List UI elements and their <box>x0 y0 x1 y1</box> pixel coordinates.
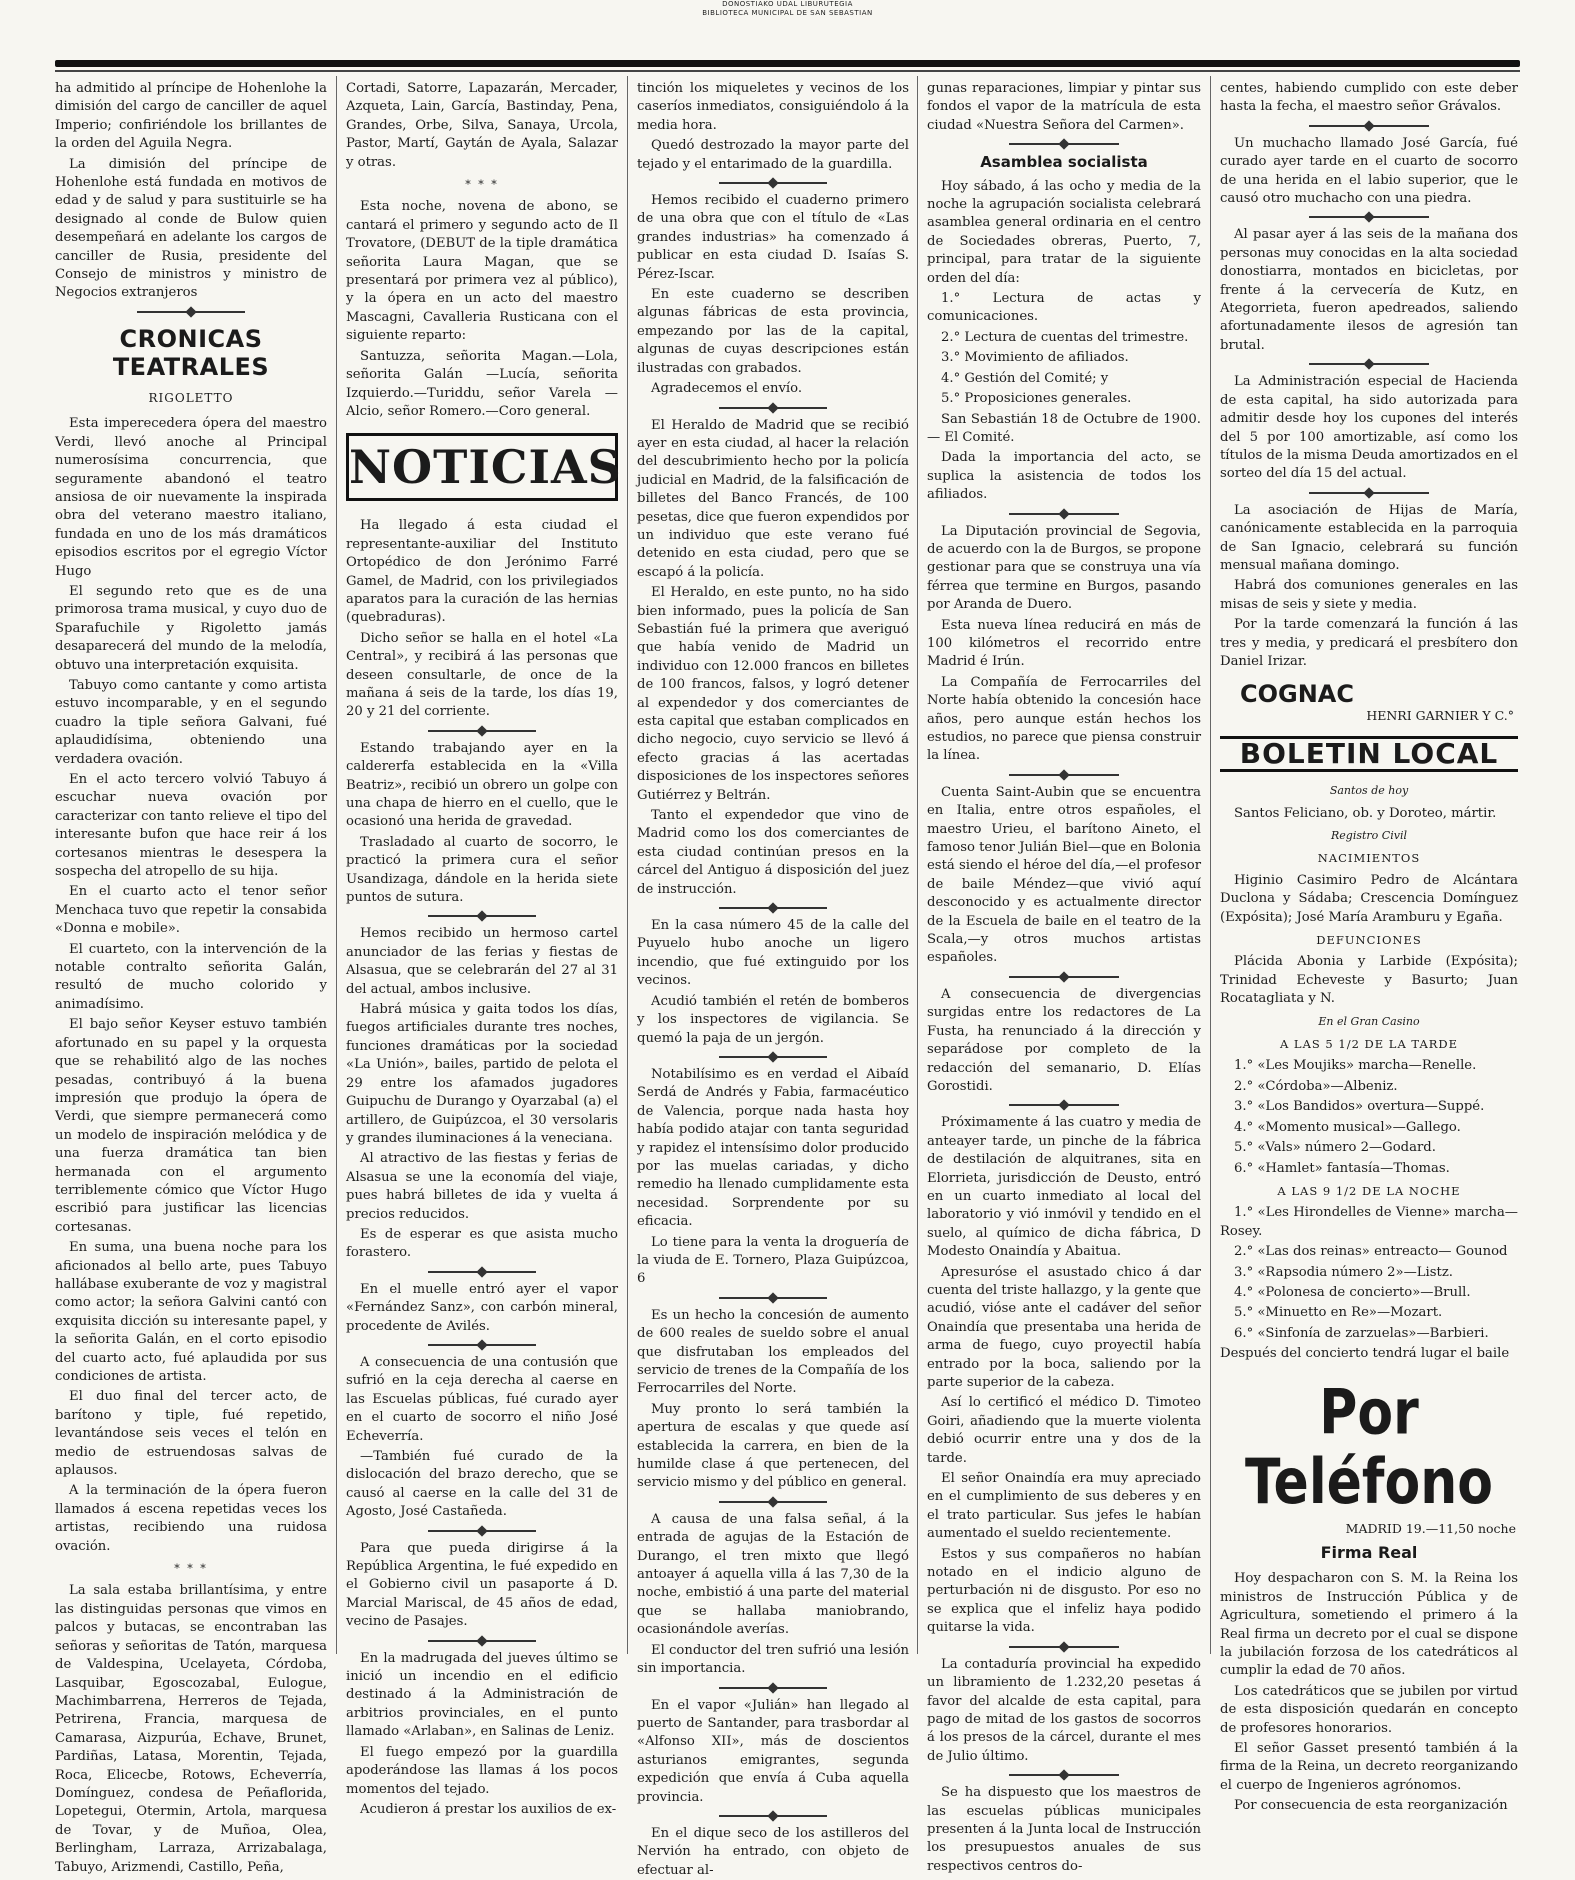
separator <box>428 1530 537 1532</box>
news-paragraph: Se ha dispuesto que los maestros de las escuelas públicas municipales presenten á la Junta local de Instrucción los presupuestos anuales de sus respectivos centros do- <box>927 1785 1201 1874</box>
news-paragraph: Dada la importancia del acto, se suplica la asistencia de todos los afiliados. <box>927 450 1201 503</box>
news-paragraph: Hemos recibido un hermoso cartel anunciador de las ferias y fiestas de Alsasua, que se celebrarán del 27 al 31 del actual, ambos inclusive. <box>346 926 618 997</box>
news-paragraph: Tanto el expendedor que vino de Madrid como los dos comerciantes de esta ciudad continúan presos en la cárcel del Antiguo á disposición del juez de instrucción. <box>637 808 909 897</box>
news-paragraph: Estos y sus compañeros no habían notado en el indicio alguno de perturbación ni de disgusto. Por eso no se explica que el infeliz haya podido quitarse la vida. <box>927 1546 1201 1636</box>
news-paragraph: Trasladado al cuarto de socorro, le practicó la primera cura el señor Usandizaga, dándole en la herida siete puntos de sutura. <box>346 834 618 906</box>
article-paragraph: Cortadi, Satorre, Lapazarán, Mercader, Azqueta, Lain, García, Bastinday, Pena, Grandes, Orbe, Silva, Sanaya, Urcola, Pastor, Martí, Gaytán de Ayala, Salazar y otras. <box>346 81 618 170</box>
news-paragraph: La Compañía de Ferrocarriles del Norte había obtenido la concesión hace años, pero aunque están hechos los estudios, no parece que piensa construir la línea. <box>927 674 1201 764</box>
separator <box>719 1056 828 1058</box>
program-time: A LAS 9 1/2 DE LA NOCHE <box>1277 1183 1461 1198</box>
news-paragraph: Ha llegado á esta ciudad el representante-auxiliar del Instituto Ortopédico de don Jerónimo Farré Gamel, de Madrid, con los privilegiados aparatos para la curación de las hernias (quebraduras). <box>346 518 618 626</box>
news-paragraph: La Diputación provincial de Segovia, de acuerdo con la de Burgos, se propone gestionar para que se construya una vía férrea que termine en Burgos, pasando por Aranda de Duero. <box>927 523 1201 613</box>
news-paragraph: El señor Onaindía era muy apreciado en el cumplimiento de sus deberes y en el trato particular. Sus jefes le habían aumentado el sueldo recientemente. <box>927 1471 1201 1542</box>
article-paragraph: Santuzza, señorita Magan.—Lola, señorita Galán —Lucía, señorita Izquierdo.—Turiddu, señor Varela —Alcio, señor Romero.—Coro general. <box>346 348 618 419</box>
separator <box>719 1687 828 1689</box>
news-paragraph: A causa de una falsa señal, á la entrada de agujas de la Estación de Durango, el tren mixto que llegó antoayer á aquella villa á las 7,30 de la noche, embistió á una parte del material que se hallaba maniobrando, ocasionándole averías. <box>637 1511 909 1638</box>
news-paragraph: En la madrugada del jueves último se inició un incendio en el edificio destinado á la Administración de arbitrios provinciales, en el punto llamado «Arlaban», en Salinas de Leniz. <box>346 1650 618 1740</box>
news-paragraph: Acudió también el retén de bomberos y los inspectores de vigilancia. Se quemó la paja de un jergón. <box>637 993 909 1046</box>
subsection-title: NACIMIENTOS <box>1317 851 1421 866</box>
news-paragraph: Al pasar ayer á las seis de la mañana dos personas muy conocidas en la alta sociedad donostiarra, montados en bicicletas, por frente á la cervecería de Kutz, en Ategorrieta, fueron apedreados, saliendo afortunadamente ilesos de agresión tan brutal. <box>1220 227 1518 353</box>
article-paragraph: La dimisión del príncipe de Hohenlohe está fundada en motivos de edad y de salud y para sustituirle se ha designado al conde de Bulow quien desempeñará en adelante los cargos de canciller de Rusia, presidente del Consejo de ministros y ministro de Negocios extranjeros <box>55 156 327 301</box>
asterism: * * * <box>174 1562 208 1576</box>
news-paragraph: En el muelle entró ayer el vapor «Fernández Sanz», con carbón mineral, procedente de Avilés. <box>346 1281 618 1334</box>
program-item: 2.° «Córdoba»—Albeniz. <box>1234 1078 1398 1094</box>
program-item: 4.° «Polonesa de concierto»—Brull. <box>1234 1284 1471 1300</box>
article-paragraph: El segundo reto que es de una primorosa trama musical, y cuyo duo de Sparafuchile y Rigoletto jamás desaparecerá del mundo de la melodía, obtuvo una interpretación exquisita. <box>55 583 327 673</box>
separator <box>137 311 246 313</box>
article-paragraph: ha admitido al príncipe de Hohenlohe la dimisión del cargo de canciller de aquel Imperio; confiriéndole los brillantes de la orden del Aguila Negra. <box>55 81 327 152</box>
news-paragraph: Hoy sábado, á las ocho y media de la noche la agrupación socialista celebrará asamblea general ordinaria en el centro de Sociedades obreras, Puerto, 7, principal, para tratar de la siguiente orden del día: <box>927 178 1201 286</box>
separator <box>428 1344 537 1346</box>
separator <box>719 907 828 909</box>
column-1 <box>55 80 327 1875</box>
article-paragraph: El duo final del tercer acto, de barítono y tiple, fué repetido, levantándose seis veces el telón en medio de estruendosas salvas de aplausos. <box>55 1389 327 1479</box>
masthead-rule-thin <box>55 70 1520 72</box>
program-item: 5.° «Vals» número 2—Godard. <box>1234 1140 1436 1156</box>
subsection-title: Registro Civil <box>1331 829 1407 842</box>
news-paragraph: El fuego empezó por la guardilla apoderándose las llamas á los pocos momentos del tejado. <box>346 1744 618 1797</box>
agenda-item: 4.° Gestión del Comité; y <box>941 370 1109 386</box>
article-paragraph: En el cuarto acto el tenor señor Menchaca tuvo que repetir la consabida «Donna e mobile». <box>55 884 327 937</box>
column-4 <box>927 80 1201 1874</box>
news-paragraph: Así lo certificó el médico D. Timoteo Goiri, añadiendo que la muerte violenta debió ocurrir entre una y dos de la tarde. <box>927 1395 1201 1466</box>
program-item: 1.° «Les Moujiks» marcha—Renelle. <box>1234 1058 1477 1074</box>
separator <box>1009 976 1119 978</box>
column-divider <box>1210 76 1211 1654</box>
section-heading-asamblea: Asamblea socialista <box>980 153 1148 172</box>
program-item: 5.° «Minuetto en Re»—Mozart. <box>1234 1305 1443 1321</box>
news-paragraph: Hemos recibido el cuaderno primero de una obra que con el título de «Las grandes industrias» ha comenzado á publicar en esta ciudad D. Isaías S. Pérez-Iscar. <box>637 193 909 282</box>
agenda-item: 5.° Proposiciones generales. <box>941 391 1132 407</box>
advertisement-cognac: COGNAC <box>1240 680 1354 709</box>
program-item: 3.° «Rapsodia número 2»—Listz. <box>1234 1264 1453 1280</box>
separator <box>719 407 828 409</box>
news-paragraph: Esta nueva línea reducirá en más de 100 kilómetros el recorrido entre Madrid é Irún. <box>927 617 1201 670</box>
news-paragraph: El Heraldo de Madrid que se recibió ayer en esta ciudad, al hacer la relación del descubrimiento hecho por la policía judicial en Madrid, de la falsificación de billetes del Banco Francés, de 100 pesetas, dice que fueron expendidos por un individuo que este verano fué detenido en esta ciudad, pero que se escapó á la policía. <box>637 417 909 580</box>
news-paragraph: A consecuencia de divergencias surgidas entre los redactores de La Fusta, ha renunciado á la dirección y separádose por completo de la redacción del semanario, D. Elías Gorostidi. <box>927 986 1201 1094</box>
separator <box>1309 363 1428 365</box>
section-heading-telefono: Por Teléfono <box>1244 1376 1493 1519</box>
separator <box>1009 1104 1119 1106</box>
separator <box>1309 216 1428 218</box>
separator <box>1309 492 1428 494</box>
news-paragraph: El Heraldo, en este punto, no ha sido bien informado, pues la policía de San Sebastián fué la primera que averiguó que había venido de Madrid un individuo con 12.000 francos en billetes de 100 francos, falsos, y logró detener al expendedor y dos comerciantes de esta capital que estaban complicados en dicho negocio, cuyo servicio se llevó á efecto gracias á las acertadas disposiciones de los inspectores señores Gutiérrez y Beltrán. <box>637 585 909 803</box>
library-name-spanish: BIBLIOTECA MUNICIPAL DE SAN SEBASTIAN <box>702 9 873 17</box>
program-time: A LAS 5 1/2 DE LA TARDE <box>1279 1037 1459 1052</box>
article-paragraph: En suma, una buena noche para los aficionados al bello arte, pues Tabuyo hallábase exuberante de voz y magistral como actor; la señora Galvini cantó con exquisita dicción su interesante papel, y la señorita Galán, en el corto episodio del cuarto acto, fué aplaudida por sus condiciones de artista. <box>55 1240 327 1384</box>
news-paragraph: tinción los miqueletes y vecinos de los caseríos inmediatos, consiguiéndolo á la media hora. <box>637 81 909 133</box>
section-heading-noticias: NOTICIAS <box>346 433 618 501</box>
separator <box>1009 143 1119 145</box>
news-paragraph: En el vapor «Julián» han llegado al puerto de Santander, para trasbordar al «Alfonso XII», más de doscientos asturianos emigrantes, segunda expedición que envía á Cuba aquella provincia. <box>637 1697 909 1805</box>
news-paragraph: Habrá dos comuniones generales en las misas de seis y siete y media. <box>1220 578 1518 612</box>
separator <box>428 1271 537 1273</box>
news-paragraph: Plácida Abonia y Larbide (Expósita); Trinidad Echeveste y Basurto; Juan Rocatagliata y N. <box>1220 954 1518 1007</box>
news-paragraph: En la casa número 45 de la calle del Puyuelo hubo anoche un ligero incendio, que fué extinguido por los vecinos. <box>637 918 909 989</box>
news-paragraph: Apresuróse el asustado chico á dar cuenta del triste hallazgo, y la gente que acudió, vióse ante el cadáver del señor Onaindía que presentaba una herida de arma de fuego, cuyo proyectil había entrado por la boca, saliendo por la parte superior de la cabeza. <box>927 1264 1201 1390</box>
news-paragraph: Estando trabajando ayer en la caldererfa establecida en la «Villa Beatriz», recibió un obrero un golpe con una chapa de hierro en el cuello, que le ocasionó una herida de gravedad. <box>346 740 618 830</box>
program-item: 4.° «Momento musical»—Gallego. <box>1234 1119 1461 1135</box>
separator <box>428 730 537 732</box>
article-subheading: RIGOLETTO <box>148 390 234 405</box>
program-item: 3.° «Los Bandidos» overtura—Suppé. <box>1234 1099 1485 1115</box>
article-paragraph: Esta imperecedera ópera del maestro Verdi, llevó anoche al Principal numerosísima concurrencia, que seguramente abandonó el teatro ansiosa de oir nuevamente la inspirada obra del veterano maestro italiano, fundada en uno de los más dramáticos episodios escritos por el egregio Víctor Hugo <box>55 416 327 579</box>
page-header <box>0 0 1575 22</box>
news-paragraph: Notabilísimo es en verdad el Aibaíd Serdá de Andrés y Fabia, farmacéutico de Valencia, porque nada hasta hoy había podido atajar con tanta seguridad y rapidez el intensísimo dolor producido por las muelas cariadas, y dicho remedio ha llenado cumplidamente esta necesidad. Sorprendente por su eficacia. <box>637 1066 909 1230</box>
news-paragraph: centes, habiendo cumplido con este deber hasta la fecha, el maestro señor Grávalos. <box>1220 81 1518 115</box>
separator <box>428 915 537 917</box>
separator <box>719 1815 828 1817</box>
news-paragraph: En el dique seco de los astilleros del Nervión ha entrado, con objeto de efectuar al- <box>637 1825 909 1878</box>
masthead-rule <box>55 60 1520 67</box>
news-paragraph: Al atractivo de las fiestas y ferias de Alsasua se une la economía del viaje, pues habrá billetes de ida y vuelta á precios reducidos. <box>346 1151 618 1222</box>
article-paragraph: Tabuyo como cantante y como artista estuvo incomparable, y en el segundo cuadro la tiple señora Galvani, fué aplaudidísima, obteniendo una verdadera ovación. <box>55 677 327 767</box>
news-paragraph: Es de esperar es que asista mucho forastero. <box>346 1226 618 1261</box>
article-paragraph: A la terminación de la ópera fueron llamados á escena repetidas veces los artistas, recibiendo una ruidosa ovación. <box>55 1483 327 1554</box>
news-paragraph: El señor Gasset presentó también á la firma de la Reina, un decreto reorganizando el cuerpo de Ingenieros agrónomos. <box>1220 1741 1518 1793</box>
article-paragraph: Esta noche, novena de abono, se cantará el primero y segundo acto de Il Trovatore, (DEBUT de la tiple dramática señorita Laura Magan, que se presentará por primera vez al público), y la ópera en un acto del maestro Mascagni, Cavalleria Rusticana con el siguiente reparto: <box>346 199 618 344</box>
news-paragraph: Quedó destrozado la mayor parte del tejado y el entarimado de la guardilla. <box>637 138 909 172</box>
news-paragraph: San Sebastián 18 de Octubre de 1900. — El Comité. <box>927 411 1201 445</box>
separator <box>719 1297 828 1299</box>
news-paragraph: gunas reparaciones, limpiar y pintar sus fondos el vapor de la matrícula de esta ciudad «Nuestra Señora del Carmen». <box>927 81 1201 133</box>
news-paragraph: Higinio Casimiro Pedro de Alcántara Duclona y Sádaba; Crescencia Domínguez (Expósita); José María Aramburu y Egaña. <box>1220 872 1518 925</box>
subsection-title: DEFUNCIONES <box>1316 933 1422 948</box>
news-paragraph: El conductor del tren sufrió una lesión sin importancia. <box>637 1642 909 1677</box>
asterism: * * * <box>465 178 499 192</box>
subsection-title: Santos de hoy <box>1329 784 1409 798</box>
subsection-title: En el Gran Casino <box>1318 1014 1420 1028</box>
column-5 <box>1220 80 1518 1814</box>
program-item: 6.° «Hamlet» fantasía—Thomas. <box>1234 1160 1450 1176</box>
column-divider <box>917 76 918 1654</box>
program-item: 1.° «Les Hirondelles de Vienne» marcha—Rosey. <box>1220 1205 1518 1239</box>
news-paragraph: Muy pronto lo será también la apertura de escalas y que quede así establecida la carrera, en bien de la humilde clase á que pertenecen, del servicio mismo y del público en general. <box>637 1401 909 1491</box>
agenda-item: 3.° Movimiento de afiliados. <box>941 350 1129 366</box>
news-paragraph: Dicho señor se halla en el hotel «La Central», y recibirá á las personas que deseen consultarle, de once de la mañana á seis de la tarde, los días 19, 20 y 21 del corriente. <box>346 630 618 720</box>
news-paragraph: Próximamente á las cuatro y media de anteayer tarde, un pinche de la fábrica de destilación de alquitranes, sita en Elorrieta, jurisdicción de Deusto, entró en un cuarto inmediato al local del laboratorio y vió inmóvil y tendido en el suelo, al químico de dicha fábrica, D Modesto Onaindía y Abaitua. <box>927 1115 1201 1260</box>
section-heading-cronicas: CRONICAS TEATRALES <box>112 324 270 381</box>
news-paragraph: Es un hecho la concesión de aumento de 600 reales de sueldo sobre el anual que disfrutaban los empleados del servicio de trenes de la Compañía de los Ferrocarriles del Norte. <box>637 1307 909 1397</box>
news-paragraph: Lo tiene para la venta la droguería de la viuda de E. Tornero, Plaza Guipúzcoa, 6 <box>637 1234 909 1287</box>
news-paragraph: Los catedráticos que se jubilen por virtud de esta disposición quedarán en concepto de profesores honorarios. <box>1220 1683 1518 1736</box>
news-paragraph: En este cuaderno se describen algunas fábricas de esta provincia, empezando por las de la capital, algunas de cuyas descripciones están ilustradas con grabados. <box>637 287 909 376</box>
news-paragraph: Santos Feliciano, ob. y Doroteo, mártir. <box>1234 805 1497 821</box>
news-paragraph: Hoy despacharon con S. M. la Reina los ministros de Instrucción Pública y de Agricultura, sometiendo el primero á la Real firma un decreto por el cual se dispone la jubilación forzosa de los catedráticos al cumplir la edad de 70 años. <box>1220 1571 1518 1679</box>
column-2 <box>346 80 622 1817</box>
news-paragraph: La Administración especial de Hacienda de esta capital, ha sido autorizada para admitir desde hoy los cupones del interés del 5 por 100 amortizable, así como los títulos de la misma Deuda amortizados en el sorteo del día 15 del actual. <box>1220 374 1518 482</box>
agenda-item: 2.° Lectura de cuentas del trimestre. <box>941 329 1189 345</box>
column-divider <box>627 76 628 1654</box>
news-paragraph: Por la tarde comenzará la función á las tres y media, y predicará el presbítero don Daniel Irizar. <box>1220 617 1518 669</box>
separator <box>1009 1774 1119 1776</box>
news-paragraph: A consecuencia de una contusión que sufrió en la ceja derecha al caerse en las Escuelas públicas, fué curado ayer en el cuarto de socorro el niño José Echeverría. <box>346 1354 618 1444</box>
program-item: 2.° «Las dos reinas» entreacto— Gounod <box>1234 1244 1508 1260</box>
section-heading-boletin: BOLETIN LOCAL <box>1220 736 1518 772</box>
separator <box>719 182 828 184</box>
article-paragraph: La sala estaba brillantísima, y entre las distinguidas personas que vimos en palcos y butacas, se encontraban las señoras y señoritas de Tatón, marquesa de Valdespina, Ucelayeta, Córdoba, Lasquibar, Egoscozabal, Eulogue, Machimbarrena, Herreros de Tejada, Petrirena, Francia, marquesa de Camarasa, Aizpurúa, Echave, Brunet, Pardiñas, Latasa, Morentin, Tejada, Roca, Elicecbe, Rotows, Echeverría, Domínguez, condesa de Peñaflorida, Lopetegui, Otermin, Artola, marquesa de Tovar, y de Muñoa, Olea, Berlingham, Larraza, Arrizabalaga, Tabuyo, Arizmendi, Castillo, Peña, <box>55 1583 327 1875</box>
news-paragraph: La contaduría provincial ha expedido un libramiento de 1.232,20 pesetas á favor del alcalde de esta capital, para pago de mitad de los gastos de socorros á los presos de la cárcel, durante el mes de Julio último. <box>927 1656 1201 1764</box>
dateline: MADRID 19.—11,50 noche <box>1345 1520 1516 1536</box>
column-divider <box>336 76 337 1654</box>
library-name-basque: DONOSTIAKO UDAL LIBURUTEGIA <box>722 0 853 8</box>
news-paragraph: Para que pueda dirigirse á la República Argentina, le fué expedido en el Gobierno civil un pasaporte á D. Marcial Mariscal, de 45 años de edad, vecino de Pasajes. <box>346 1540 618 1630</box>
advertisement-brand: HENRI GARNIER Y C.° <box>1366 708 1514 724</box>
news-paragraph: Agradecemos el envío. <box>651 381 803 397</box>
separator <box>1309 125 1428 127</box>
news-paragraph: Acudieron á prestar los auxilios de ex- <box>360 1801 617 1817</box>
column-3 <box>637 80 909 1878</box>
article-paragraph: El bajo señor Keyser estuvo también afortunado en su papel y la orquesta que se rehabilitó algo de las noches pesadas, contribuyó á la buena impresión que produjo la ópera de Verdi, que siempre permanecerá como un modelo de inspiración melódica y de una fuerza dramática tan bien hermanada con el argumento terriblemente cómico que Víctor Hugo escribió para justificar las licencias cortesanas. <box>55 1017 327 1235</box>
news-paragraph: —También fué curado de la dislocación del brazo derecho, que se causó al caerse en la calle del 31 de Agosto, José Castañeda. <box>346 1449 618 1520</box>
separator <box>428 1640 537 1642</box>
news-paragraph: Habrá música y gaita todos los días, fuegos artificiales durante tres noches, funciones dramáticas por la sociedad «La Unión», bailes, partido de pelota el 29 entre los afamados jugadores Guipuchu de Durango y Oyarzabal (a) el artillero, de Guipúzcoa, el 30 versolaris y grandes iluminaciones á la veneciana. <box>346 1002 618 1146</box>
separator <box>719 1501 828 1503</box>
separator <box>1009 1646 1119 1648</box>
program-item: 6.° «Sinfonía de zarzuelas»—Barbieri. <box>1234 1325 1489 1341</box>
news-paragraph: La asociación de Hijas de María, canónicamente establecida en la parroquia de San Ignacio, celebrará su función mensual mañana domingo. <box>1220 502 1518 573</box>
agenda-item: 1.° Lectura de actas y comunicaciones. <box>927 291 1201 325</box>
article-paragraph: En el acto tercero volvió Tabuyo á escuchar nueva ovación por caracterizar con tanto relieve el tipo del interesante bufon que hace reir á los cortesanos mientras le desespera la sospecha del atropello de su hija. <box>55 772 327 880</box>
news-paragraph: Un muchacho llamado José García, fué curado ayer tarde en el cuarto de socorro de una herida en el labio superior, que le causó otro muchacho con una piedra. <box>1220 135 1518 207</box>
news-paragraph: Por consecuencia de esta reorganización <box>1234 1798 1508 1814</box>
separator <box>1009 513 1119 515</box>
news-paragraph: Cuenta Saint-Aubin que se encuentra en Italia, entre otros españoles, el maestro Urieu, el barítono Aineto, el famoso tenor Julián Biel—que en Bolonia está siendo el héroe del día,—el profesor de baile Méndez—que vivió aquí desconocido y es actualmente director de la Escuela de baile en el teatro de la Scala,—y otros muchos artistas españoles. <box>927 784 1201 966</box>
news-paragraph: Después del concierto tendrá lugar el baile <box>1220 1346 1510 1362</box>
article-paragraph: El cuarteto, con la intervención de la notable contralto señorita Galán, resultó de mucho colorido y animadísimo. <box>55 941 327 1012</box>
separator <box>1009 774 1119 776</box>
subsection-heading-firma: Firma Real <box>1320 1542 1418 1562</box>
